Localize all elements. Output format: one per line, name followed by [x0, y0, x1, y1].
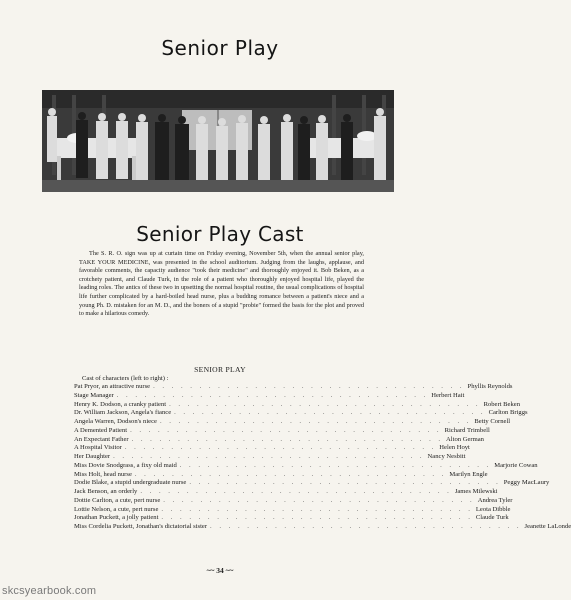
cast-row: [74, 488, 498, 497]
cast-role: Dodie Blake, a stupid undergraduate nurse: [74, 479, 187, 487]
cast-role: Dottie Carlton, a cute, pert nurse: [74, 496, 161, 504]
cast-role: An Expectant Father: [74, 435, 129, 443]
cast-row: [74, 505, 511, 515]
leader-dots: . . . . . . . . . . . . . . . . . . . . . . . . . . . . . . . . . .: [169, 400, 481, 408]
cast-row: [74, 461, 538, 471]
cast-row: [74, 383, 513, 392]
cast-row: [74, 514, 509, 523]
cast-actor: Richard Trimbell: [444, 426, 490, 434]
leader-dots: . . . . . . . . . . . . . . . . . . . . . . . . . . . . . . . . . .: [134, 470, 447, 478]
cast-actor: Claude Turk: [475, 514, 509, 522]
cast-actor: Peggy MacLaury: [503, 479, 550, 487]
cast-role: Miss Dovie Snodgrass, a fixy old maid: [74, 461, 177, 469]
cast-section-title: Senior Play Cast: [136, 222, 304, 246]
cast-role: Jonathan Puckett, a jolly patient: [74, 514, 159, 522]
cast-role: Her Daughter: [74, 453, 111, 460]
cast-actor: Leota Dibble: [475, 505, 511, 513]
leader-dots: . . . . . . . . . . . . . . . . . . . . . . . . . . . . . . . . . .: [179, 461, 492, 469]
cast-actor: Betty Cornell: [474, 418, 511, 425]
cast-row: [74, 418, 511, 427]
cast-role: Miss Cordelia Puckett, Jonathan's dictatorial sister: [74, 523, 208, 530]
leader-dots: . . . . . . . . . . . . . . . . . . . . . . . . . . . . . . . . . .: [174, 409, 486, 417]
cast-role: Lottie Nelson, a cute, pert nurse: [74, 505, 159, 513]
leader-dots: . . . . . . . . . . . . . . . . . . . . . . . . . . . . . . . . . .: [161, 505, 473, 513]
cast-role: Henry K. Dodson, a cranky patient: [74, 400, 167, 408]
leader-dots: . . . . . . . . . . . . . . . . . . . . . . . . . . . . . . . . . .: [163, 496, 475, 504]
leader-dots: . . . . . . . . . . . . . . . . . . . . . . . . . . . . . . . . . .: [124, 444, 437, 452]
cast-row: [74, 409, 528, 418]
cast-actor: Carlton Briggs: [488, 409, 528, 417]
cast-actor: Jeanette LaLonde: [524, 523, 571, 530]
group-photo-icon: [42, 90, 394, 192]
leader-dots: . . . . . . . . . . . . . . . . . . . . . . . . . . . . . . . . . .: [131, 435, 444, 443]
cast-role: Dr. William Jackson, Angela's fiance: [74, 409, 172, 417]
cast-row: [74, 470, 488, 480]
page-title: Senior Play: [161, 36, 279, 60]
cast-list: [74, 383, 571, 532]
leader-dots: . . . . . . . . . . . . . . . . . . . . . . . . . . . . . . . . . .: [161, 514, 473, 522]
cast-list-heading: SENIOR PLAY: [194, 365, 246, 374]
senior-play-photo: [42, 90, 394, 192]
site-watermark: skcsyearbook.com: [2, 585, 97, 597]
cast-actor: Helen Hoyt: [439, 444, 470, 452]
cast-row: [74, 479, 550, 488]
cast-role: A Hospital Visitor: [74, 444, 122, 452]
cast-role: A Demented Patient: [74, 426, 128, 434]
leader-dots: . . . . . . . . . . . . . . . . . . . . . . . . . . . . . . . . . .: [113, 453, 425, 460]
cast-actor: James Milewski: [454, 488, 498, 495]
cast-row: [74, 426, 490, 436]
cast-actor: Andrea Tyler: [477, 496, 513, 504]
cast-role: Stage Manager: [74, 391, 114, 399]
cast-role: Angela Warren, Dodson's niece: [74, 418, 157, 425]
page-number: ~~ 34 ~~: [206, 566, 234, 575]
leader-dots: . . . . . . . . . . . . . . . . . . . . . . . . . . . . . . . . . .: [140, 488, 452, 495]
cast-row: [74, 453, 466, 462]
cast-actor: Herbert Hait: [431, 391, 465, 399]
cast-role: Miss Holt, head nurse: [74, 470, 132, 478]
cast-role: Jack Benson, an orderly: [74, 488, 138, 495]
cast-actor: Alton German: [446, 435, 484, 443]
cast-role: Pat Pryor, an attractive nurse: [74, 383, 151, 390]
cast-row: [74, 435, 484, 445]
cast-actor: Robert Beken: [483, 400, 521, 408]
play-description-paragraph: The S. R. O. sign was up at curtain time on Friday evening, November 5th, when the annual senior play, TAKE YOUR MEDICINE, was presented in the school auditorium. Judging from the laughs, applause, and favorable comments, the capacity audience "took their medicine" and thoroughly enjoyed it. Bob Beken, as a crotchety patient, and Claude Turk, in the role of a patient who thoroughly enjoyed hospital life, played the leading roles. The antics of these two in upsetting the normal hospital routine, the usual complications of hospital life further complicated by a hard-boiled head nurse, plus a budding romance between a patient's niece and a young Ph. D. mistaken for an M. D., and the boners of a stupid "probie" formed the basis for the plot and proved to make a hilarious comedy.: [79, 250, 364, 318]
cast-row: [74, 444, 470, 453]
cast-actor: Marjorie Cowan: [494, 461, 538, 469]
cast-row: [74, 391, 465, 401]
leader-dots: . . . . . . . . . . . . . . . . . . . . . . . . . . . . . . . . . .: [130, 426, 442, 434]
leader-dots: . . . . . . . . . . . . . . . . . . . . . . . . . . . . . . . . . .: [210, 523, 522, 530]
cast-row: [74, 400, 521, 410]
leader-dots: . . . . . . . . . . . . . . . . . . . . . . . . . . . . . . . . . .: [159, 418, 472, 425]
cast-actor: Phyllis Reynolds: [467, 383, 513, 390]
cast-actor: Nancy Nesbitt: [427, 453, 466, 460]
cast-row: [74, 496, 513, 506]
cast-actor: Marilyn Engle: [449, 470, 488, 478]
leader-dots: . . . . . . . . . . . . . . . . . . . . . . . . . . . . . . . . . .: [153, 383, 465, 390]
cast-list-intro: Cast of characters (left to right) :: [82, 375, 169, 382]
cast-row: [74, 523, 571, 532]
leader-dots: . . . . . . . . . . . . . . . . . . . . . . . . . . . . . . . . . .: [189, 479, 501, 487]
leader-dots: . . . . . . . . . . . . . . . . . . . . . . . . . . . . . . . . . .: [116, 391, 429, 399]
